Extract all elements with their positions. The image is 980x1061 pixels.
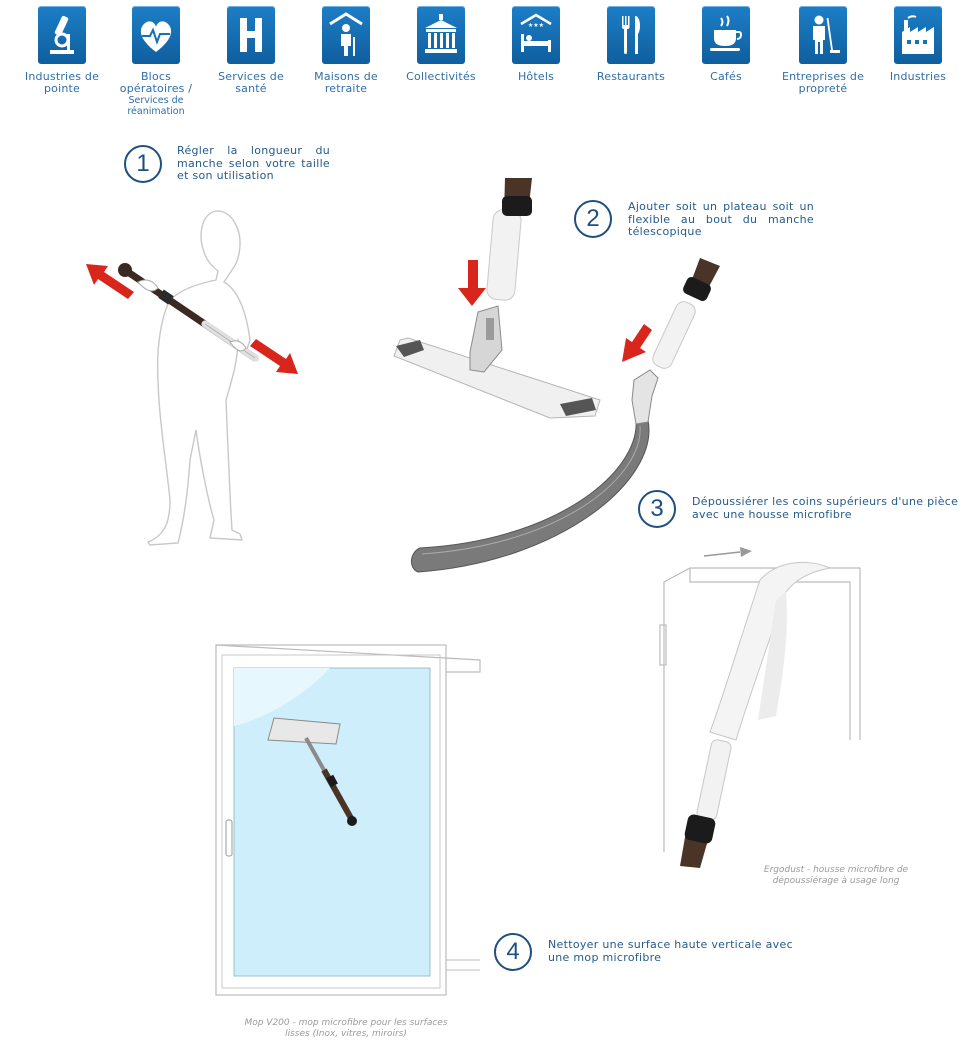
handle-top-step2b bbox=[650, 258, 720, 371]
sector-label: Hôtels bbox=[517, 70, 555, 83]
sector-label: Cafés bbox=[710, 70, 742, 83]
sector-label: Collectivités bbox=[406, 70, 476, 83]
sector-label: Restaurants bbox=[596, 70, 666, 83]
ergodust-caption: Ergodust - housse microfibre de dépoussiérage à usage long bbox=[763, 865, 909, 886]
mop-v200-caption: Mop V200 - mop microfibre pour les surfaces lisses (Inox, vitres, miroirs) bbox=[244, 1018, 448, 1039]
sector-label: Services de santé bbox=[218, 70, 284, 95]
sector-label: Industries bbox=[889, 70, 947, 83]
step-4-text: Nettoyer une surface haute verticale avec une mop microfibre bbox=[548, 938, 793, 964]
sector-label-secondary: Services de réanimation bbox=[127, 95, 185, 117]
step-4-number: 4 bbox=[494, 933, 532, 971]
step-2-text: Ajouter soit un plateau soit un flexible au bout du manche télescopique bbox=[628, 200, 814, 238]
step-3-number: 3 bbox=[638, 490, 676, 528]
microfibre-duster-cover-illustration bbox=[680, 562, 830, 868]
svg-text:★★★: ★★★ bbox=[527, 22, 545, 29]
handle-top-step2 bbox=[486, 178, 532, 301]
step-2-number: 2 bbox=[574, 200, 612, 238]
grey-arrow-icon bbox=[704, 547, 752, 557]
sector-label: Blocs opératoires / bbox=[119, 70, 193, 95]
sector-label: Industries de pointe bbox=[24, 70, 100, 95]
red-arrow-icon bbox=[622, 324, 652, 362]
step-1-text: Régler la longueur du manche selon votre taille et son utilisation bbox=[177, 144, 330, 182]
person-outline-illustration bbox=[148, 211, 250, 545]
step-3-text: Dépoussiérer les coins supérieurs d'une pièce avec une housse microfibre bbox=[692, 495, 959, 521]
flat-mop-plate-illustration bbox=[394, 306, 600, 418]
red-arrow-icon bbox=[458, 260, 486, 306]
sector-label: Maisons de retraite bbox=[314, 70, 378, 95]
sector-label: Entreprises de propreté bbox=[781, 70, 865, 95]
telescopic-handle-step1 bbox=[118, 263, 255, 358]
step-1-number: 1 bbox=[124, 145, 162, 183]
